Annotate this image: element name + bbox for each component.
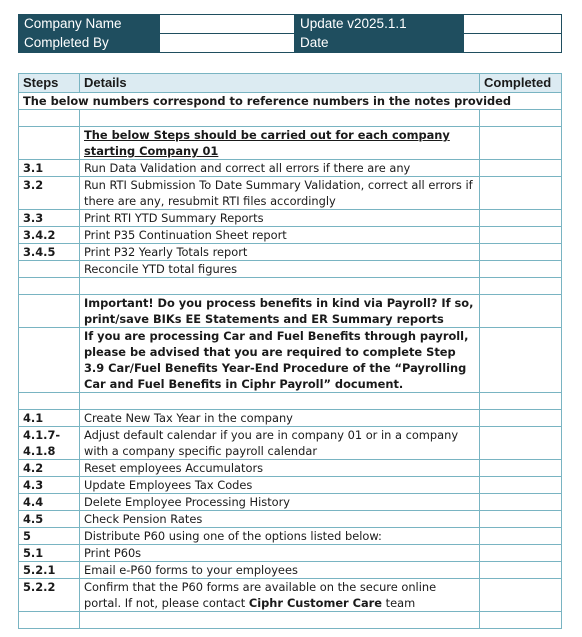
table-row <box>19 494 562 511</box>
spacer-cell <box>19 295 80 328</box>
spacer-cell <box>19 612 80 629</box>
header-table <box>18 14 562 53</box>
step-detail: Adjust default calendar if you are in company 01 or in a company with a company specific payroll calendar <box>80 427 480 460</box>
table-row <box>19 562 562 579</box>
step-number: 5.1 <box>19 545 80 562</box>
completed-cell[interactable] <box>480 562 562 579</box>
spacer-row <box>19 612 562 629</box>
completed-cell[interactable] <box>480 494 562 511</box>
customer-care-link: Ciphr Customer Care <box>248 596 383 610</box>
completed-cell[interactable] <box>480 244 562 261</box>
step-detail: Delete Employee Processing History <box>80 494 480 511</box>
step-number: 3.2 <box>19 177 80 210</box>
header-row-company <box>19 15 562 34</box>
step-detail: Print RTI YTD Summary Reports <box>80 210 480 227</box>
step-detail: Run Data Validation and correct all errors if there are any <box>80 160 480 177</box>
completed-cell[interactable] <box>480 110 562 127</box>
checklist-table <box>18 73 562 629</box>
completed-cell[interactable] <box>480 460 562 477</box>
steps-title: The below Steps should be carried out for each company starting Company 01 <box>80 127 480 160</box>
step-detail: Distribute P60 using one of the options listed below: <box>80 528 480 545</box>
table-row <box>19 579 562 612</box>
step-number: 4.1.7- 4.1.8 <box>19 427 80 460</box>
completed-cell[interactable] <box>480 410 562 427</box>
date-label: Date <box>295 34 464 53</box>
completed-cell[interactable] <box>480 328 562 393</box>
table-row <box>19 160 562 177</box>
spacer-cell <box>19 393 80 410</box>
step-number: 3.1 <box>19 160 80 177</box>
step-detail: Reset employees Accumulators <box>80 460 480 477</box>
completed-column-header: Completed <box>480 74 562 93</box>
table-row <box>19 460 562 477</box>
intro-note: The below numbers correspond to reference numbers in the notes provided <box>19 93 562 110</box>
completed-cell[interactable] <box>480 427 562 460</box>
step-detail: Print P60s <box>80 545 480 562</box>
step-detail: Confirm that the P60 forms are available on the secure online portal. If not, please contact Ciphr Customer Care team <box>80 579 480 612</box>
step-detail: Print P32 Yearly Totals report <box>80 244 480 261</box>
version-field[interactable] <box>464 15 562 34</box>
completed-cell[interactable] <box>480 528 562 545</box>
table-row <box>19 227 562 244</box>
completed-cell[interactable] <box>480 545 562 562</box>
step-detail: Email e-P60 forms to your employees <box>80 562 480 579</box>
step-number: 5 <box>19 528 80 545</box>
table-header-row <box>19 74 562 93</box>
completed-cell[interactable] <box>480 227 562 244</box>
step-detail: Update Employees Tax Codes <box>80 477 480 494</box>
step-number: 4.3 <box>19 477 80 494</box>
completed-cell[interactable] <box>480 177 562 210</box>
step-number <box>19 261 80 278</box>
completed-cell[interactable] <box>480 127 562 160</box>
spacer-row <box>19 110 562 127</box>
completed-cell[interactable] <box>480 393 562 410</box>
car-fuel-note: If you are processing Car and Fuel Benefits through payroll, please be advised that you are required to complete Step 3.9 Car/Fuel Benefits Year-End Procedure of the “Payrolling Car and Fuel Benefits in Ciphr Payroll” document. <box>80 328 480 393</box>
header-row-completed <box>19 34 562 53</box>
step-number: 3.4.2 <box>19 227 80 244</box>
spacer-cell <box>80 612 480 629</box>
spacer-cell <box>80 278 480 295</box>
step-detail: Check Pension Rates <box>80 511 480 528</box>
table-row <box>19 477 562 494</box>
table-row <box>19 410 562 427</box>
step-number: 4.4 <box>19 494 80 511</box>
step-detail: Reconcile YTD total figures <box>80 261 480 278</box>
version-label: Update v2025.1.1 <box>295 15 464 34</box>
step-number: 3.4.5 <box>19 244 80 261</box>
checklist-body <box>19 74 562 629</box>
step-number: 5.2.2 <box>19 579 80 612</box>
table-row <box>19 427 562 460</box>
spacer-cell <box>19 328 80 393</box>
important-note: Important! Do you process benefits in kind via Payroll? If so, print/save BIKs EE Statements and ER Summary reports <box>80 295 480 328</box>
table-row <box>19 528 562 545</box>
step-detail: Create New Tax Year in the company <box>80 410 480 427</box>
spacer-row <box>19 393 562 410</box>
table-row <box>19 210 562 227</box>
step-detail: Print P35 Continuation Sheet report <box>80 227 480 244</box>
company-name-label: Company Name <box>19 15 160 34</box>
date-field[interactable] <box>464 34 562 53</box>
step-number: 4.1 <box>19 410 80 427</box>
completed-cell[interactable] <box>480 295 562 328</box>
completed-by-label: Completed By <box>19 34 160 53</box>
completed-cell[interactable] <box>480 261 562 278</box>
completed-cell[interactable] <box>480 210 562 227</box>
intro-row <box>19 93 562 110</box>
step-number: 3.3 <box>19 210 80 227</box>
spacer-cell <box>80 393 480 410</box>
important-note-row <box>19 295 562 328</box>
step-number: 4.2 <box>19 460 80 477</box>
completed-cell[interactable] <box>480 278 562 295</box>
steps-column-header: Steps <box>19 74 80 93</box>
company-name-field[interactable] <box>160 15 295 34</box>
table-row <box>19 177 562 210</box>
details-column-header: Details <box>80 74 480 93</box>
step-detail: Run RTI Submission To Date Summary Validation, correct all errors if there are any, resubmit RTI files accordingly <box>80 177 480 210</box>
table-row <box>19 511 562 528</box>
completed-cell[interactable] <box>480 579 562 612</box>
completed-by-field[interactable] <box>160 34 295 53</box>
table-row <box>19 545 562 562</box>
step-number: 5.2.1 <box>19 562 80 579</box>
completed-cell[interactable] <box>480 477 562 494</box>
car-fuel-note-row <box>19 328 562 393</box>
spacer-cell <box>19 278 80 295</box>
completed-cell[interactable] <box>480 160 562 177</box>
completed-cell[interactable] <box>480 612 562 629</box>
steps-title-row <box>19 127 562 160</box>
completed-cell[interactable] <box>480 511 562 528</box>
step-number: 4.5 <box>19 511 80 528</box>
table-row <box>19 244 562 261</box>
table-row <box>19 261 562 278</box>
spacer-row <box>19 278 562 295</box>
